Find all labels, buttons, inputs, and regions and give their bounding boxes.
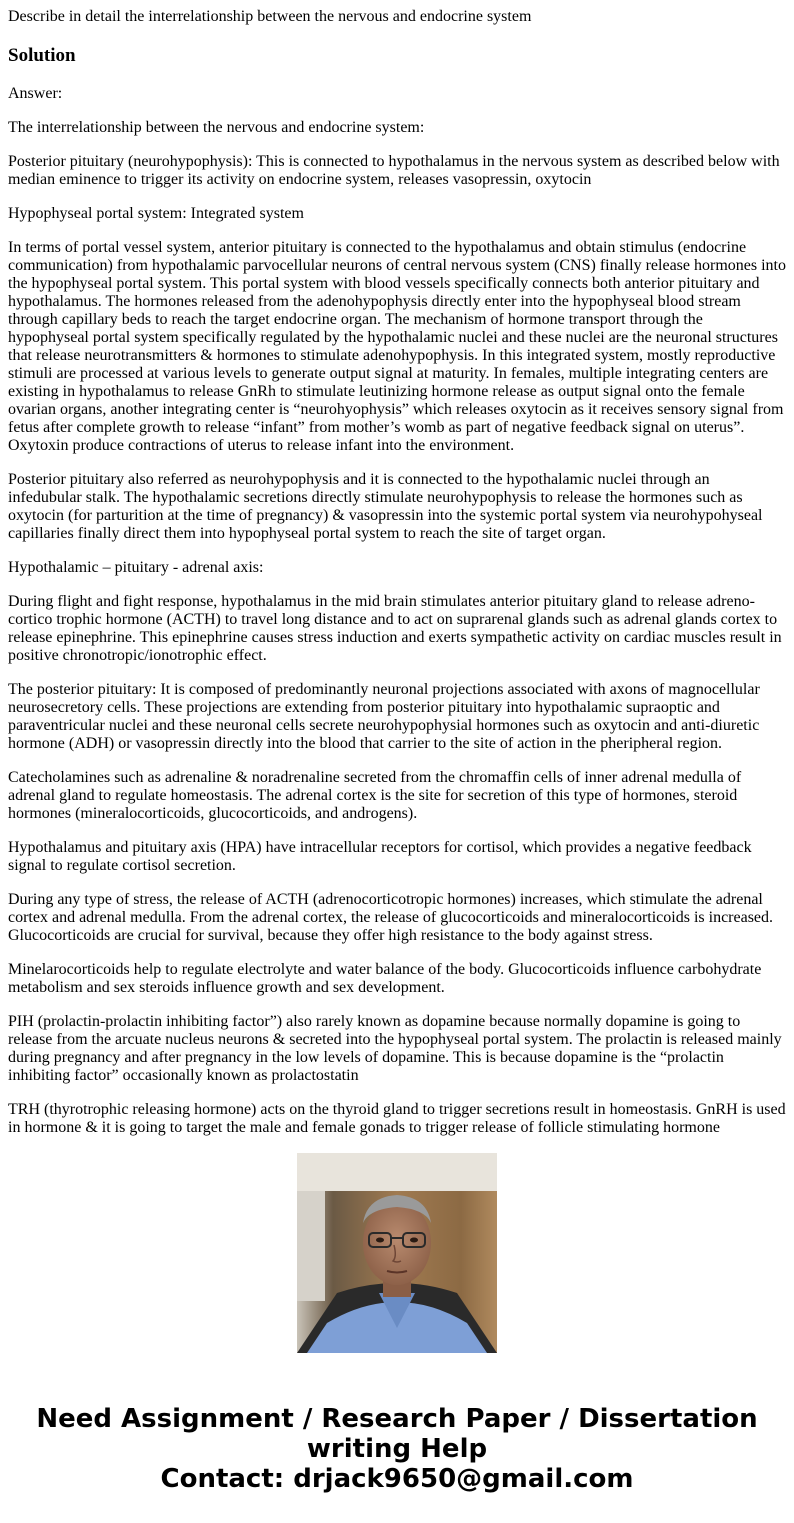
paragraph-trh: TRH (thyrotrophic releasing hormone) acts on the thyroid gland to trigger secretions result in homeostasis. GnRH is used in hormone & it is going to target the male and female gonads to trigger release of follicle stimulating hormone xyxy=(8,1101,786,1136)
question-text: Describe in detail the interrelationship between the nervous and endocrine system xyxy=(8,8,532,25)
promo-banner xyxy=(0,1404,794,1494)
paragraph-intro: The interrelationship between the nervous and endocrine system: xyxy=(8,119,425,136)
paragraph-mineralocorticoids: Minelarocorticoids help to regulate electrolyte and water balance of the body. Glucocorticoids influence carbohydrate metabolism and sex steroids influence growth and sex development. xyxy=(8,961,762,996)
paragraph-pih: PIH (prolactin-prolactin inhibiting factor”) also rarely known as dopamine because normally dopamine is going to release from the arcuate nucleus neurons & secreted into the hypophyseal portal system. The prolactin is released mainly during pregnancy and after pregnancy in the low levels of dopamine. This is because dopamine is the “prolactin inhibiting factor” occasionally known as prolactostatin xyxy=(8,1013,782,1084)
promo-line-2: writing Help xyxy=(306,1434,488,1464)
avatar xyxy=(297,1153,497,1353)
paragraph-hpa-receptors: Hypothalamus and pituitary axis (HPA) have intracellular receptors for cortisol, which provides a negative feedback signal to regulate cortisol secretion. xyxy=(8,839,752,874)
solution-document xyxy=(8,0,786,1136)
paragraph-portal-vessel-system: In terms of portal vessel system, anterior pituitary is connected to the hypothalamus and obtain stimulus (endocrine communication) from hypothalamic parvocellular neurons of central nervous system (CNS) finally release hormones into the hypophyseal portal system. This portal system with blood vessels specifically connects both anterior pituitary and hypothalamus. The hormones released from the adenohypophysis directly enter into the hypophyseal blood stream through capillary beds to reach the target endocrine organ. The mechanism of hormone transport through the hypophyseal portal system specifically regulated by the hypothalamic nuclei and these nuclei are the neuronal structures that release neurotransmitters & hormones to stimulate adenohypophysis. In this integrated system, mostly reproductive stimuli are processed at various levels to generate output signal at maturity. In females, multiple integrating centers are existing in hypothalamus to release GnRh to stimulate leutinizing hormone release as output signal onto the female ovarian organs, another integrating center is “neurohyophysis” which releases oxytocin as it receives sensory signal from fetus after complete growth to release “infant” from mother’s womb as part of negative feedback signal on uterus”. Oxytoxin produce contractions of uterus to release infant into the environment. xyxy=(8,239,786,454)
paragraph-portal-system-heading: Hypophyseal portal system: Integrated system xyxy=(8,205,304,222)
answer-label: Answer: xyxy=(8,85,63,102)
paragraph-posterior-pituitary-detail: The posterior pituitary: It is composed of predominantly neuronal projections associated with axons of magnocellular neurosecretory cells. These projections are extending from posterior pituitary into hypothalamic supraoptic and paraventricular nuclei and these neuronal cells secrete neurohypophysial hormones such as oxytocin and anti-diuretic hormone (ADH) or vasopressin directly into the blood that carrier to the site of action in the pheripheral region. xyxy=(8,681,760,752)
avatar-portrait-image xyxy=(297,1153,497,1353)
solution-heading: Solution xyxy=(8,45,76,66)
paragraph-posterior-pituitary: Posterior pituitary (neurohypophysis): This is connected to hypothalamus in the nervous system as described below with median eminence to trigger its activity on endocrine system, releases vasopressin, oxytocin xyxy=(8,153,780,188)
paragraph-neurohypophysis: Posterior pituitary also referred as neurohypophysis and it is connected to the hypothalamic nuclei through an infedubular stalk. The hypothalamic secretions directly stimulate neurohypophysis to release the hormones such as oxytocin (for parturition at the time of pregnancy) & vasopressin into the systemic portal system via neurohypohyseal capillaries finally direct them into hypophyseal portal system to reach the site of target organ. xyxy=(8,471,763,542)
promo-contact-line: Contact: drjack9650@gmail.com xyxy=(160,1464,634,1494)
paragraph-catecholamines: Catecholamines such as adrenaline & noradrenaline secreted from the chromaffin cells of inner adrenal medulla of adrenal gland to regulate homeostasis. The adrenal cortex is the site for secretion of this type of hormones, steroid hormones (mineralocorticoids, glucocorticoids, and androgens). xyxy=(8,769,742,822)
promo-line-1: Need Assignment / Research Paper / Dissertation xyxy=(36,1404,758,1434)
paragraph-hpa-heading: Hypothalamic – pituitary - adrenal axis: xyxy=(8,559,264,576)
paragraph-flight-fight: During flight and fight response, hypothalamus in the mid brain stimulates anterior pituitary gland to release adreno-cortico trophic hormone (ACTH) to travel long distance and to act on suprarenal glands such as adrenal glands cortex to release epinephrine. This epinephrine causes stress induction and exerts sympathetic activity on cardiac muscles result in positive chronotropic/ionotrophic effect. xyxy=(8,593,782,664)
paragraph-stress: During any type of stress, the release of ACTH (adrenocorticotropic hormones) increases, which stimulate the adrenal cortex and adrenal medulla. From the adrenal cortex, the release of glucocorticoids and mineralocorticoids is increased. Glucocorticoids are crucial for survival, because they offer high resistance to the body against stress. xyxy=(8,891,774,944)
